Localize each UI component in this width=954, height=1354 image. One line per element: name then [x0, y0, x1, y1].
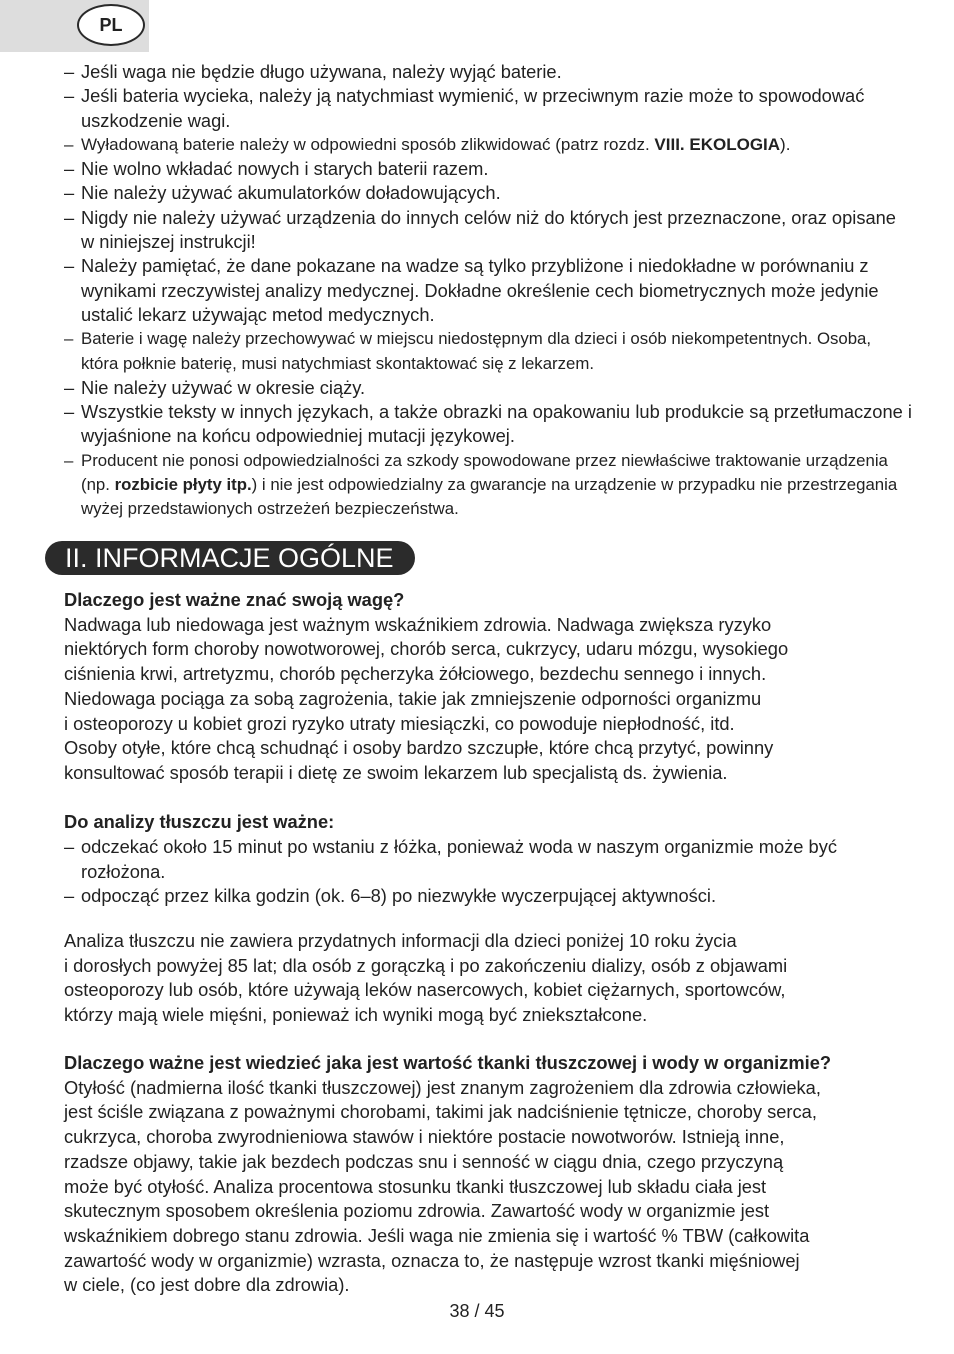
item-text: Jeśli waga nie będzie długo używana, należy wyjąć baterie.	[81, 61, 562, 82]
item-text: ).	[780, 134, 791, 154]
list-item	[64, 254, 912, 327]
text-line: konsultować sposób terapii i dietę ze swoim lekarzem lub specjalistą ds. żywienia.	[64, 761, 728, 783]
paragraph-gap	[64, 786, 914, 811]
dash-glyph: –	[64, 85, 75, 107]
dash-glyph: –	[64, 836, 75, 858]
chapter-reference: VIII. EKOLOGIA	[654, 134, 781, 154]
text-line: osteoporozy lub osób, które używają leków nasercowych, kobiet ciężarnych, sportowców,	[64, 979, 786, 1001]
text-line: Otyłość (nadmierna ilość tkanki tłuszczowej) jest znanym zagrożeniem dla zdrowia człowieka,	[64, 1076, 821, 1098]
text-line: Osoby otyłe, które chcą schudnąć i osoby bardzo szczupłe, które chcą przytyć, powinny	[64, 737, 774, 759]
item-text: Producent nie ponosi odpowiedzialności za szkody spowodowane przez niewłaściwe traktowanie urządzenia (np.	[81, 450, 888, 495]
dash-glyph: –	[64, 255, 75, 277]
text-line: cukrzyca, choroba zwyrodnieniowa stawów i niektóre postacie nowotworów. Istnieją inne,	[64, 1126, 785, 1148]
item-text: Wyładowaną baterie należy w odpowiedni sposób zlikwidować (patrz rozdz.	[81, 134, 655, 154]
page-number: 38 / 45	[449, 1301, 505, 1321]
dash-glyph: –	[64, 206, 75, 228]
item-text: Baterie i wagę należy przechowywać w miejscu niedostępnym dla dzieci i osób niekompetentnych. Osoba, która połknie baterię, musi natychmiast skontaktować się z lekarzem.	[81, 329, 872, 373]
text-line: jest ściśle związana z poważnymi chorobami, takimi jak nadciśnienie tętnicze, choroby serca,	[64, 1101, 817, 1123]
dash-glyph: –	[64, 61, 75, 82]
text-line: niektórych form choroby nowotworowej, chorób serca, cukrzycy, udaru mózgu, wysokiego	[64, 638, 789, 660]
text-line: ciśnienia krwi, artretyzmu, chorób pęcherzyka żółciowego, bezdechu sennego i innych.	[64, 663, 767, 685]
dash-glyph: –	[64, 158, 75, 180]
item-text: Nigdy nie należy używać urządzenia do innych celów niż do których jest przeznaczone, oraz opisane w niniejszej instrukcji!	[81, 206, 896, 253]
list-item	[64, 327, 912, 376]
list-item	[64, 376, 912, 400]
warnings-list	[64, 60, 912, 522]
list-item	[64, 157, 912, 181]
item-text: odpocząć przez kilka godzin (ok. 6–8) po niezwykłe wyczerpującej aktywności.	[81, 885, 717, 907]
dash-glyph: –	[64, 376, 75, 398]
list-item	[64, 449, 912, 522]
fat-analysis-list	[64, 835, 914, 909]
section-title: II. INFORMACJE OGÓLNE	[45, 541, 415, 575]
item-text: Nie należy używać akumulatorków doładowujących.	[81, 182, 501, 204]
list-item	[64, 60, 912, 84]
language-tab	[0, 0, 149, 52]
list-item	[64, 84, 912, 133]
text-line: i dorosłych powyżej 85 lat; dla osób z gorączką i po zakończeniu dializy, osób z objawami	[64, 954, 788, 976]
block-heading: Dlaczego ważne jest wiedzieć jaka jest wartość tkanki tłuszczowej i wody w organizmie?	[64, 1052, 832, 1073]
text-line: może być otyłość. Analiza procentowa stosunku tkanki tłuszczowej lub składu ciała jest	[64, 1175, 767, 1197]
item-text: Nie należy używać w okresie ciąży.	[81, 376, 366, 398]
list-item	[64, 206, 912, 255]
dash-glyph: –	[64, 450, 74, 470]
text-line: skutecznym sposobem określenia poziomu zdrowia. Zawartość wody w organizmie jest	[64, 1200, 770, 1222]
item-text: odczekać około 15 minut po wstaniu z łóżka, ponieważ woda w naszym organizmie może być rozłożona.	[81, 836, 837, 882]
dash-glyph: –	[64, 885, 75, 907]
text-line: Analiza tłuszczu nie zawiera przydatnych informacji dla dzieci poniżej 10 roku życia	[64, 930, 737, 951]
item-text: Należy pamiętać, że dane pokazane na wadze są tylko przybliżone i niedokładne w porównaniu z wynikami rzeczywistej analizy medycznej. Dokładne określenie cech biometrycznych może jedynie ustalić lekarz używając metod medycznych.	[81, 255, 879, 325]
item-text: Jeśli bateria wycieka, należy ją natychmiast wymienić, w przeciwnym razie może to spowodować uszkodzenie wagi.	[81, 85, 865, 131]
list-item	[64, 884, 914, 909]
text-line: wskaźnikiem dobrego stanu zdrowia. Jeśli waga nie zmienia się i wartość % TBW (całkowita	[64, 1224, 810, 1246]
fat-water-block	[64, 1051, 914, 1298]
text-line: zawartość wody w organizmie) wzrasta, oznacza to, że następuje wzrost tkanki mięśniowej	[64, 1249, 800, 1271]
list-item	[64, 835, 914, 884]
why-weight-block	[64, 588, 914, 909]
language-badge: PL	[77, 4, 145, 46]
block-heading: Dlaczego jest ważne znać swoją wagę?	[64, 589, 405, 610]
text-line: Niedowaga pociąga za sobą zagrożenia, takie jak zmniejszenie odporności organizmu	[64, 687, 762, 709]
item-text: Wszystkie teksty w innych językach, a także obrazki na opakowaniu lub produkcie są przetłumaczone i wyjaśnione na końcu odpowiedniej mutacji językowej.	[81, 401, 912, 447]
list-item	[64, 400, 912, 449]
text-line: którzy mają wiele mięśni, ponieważ ich wyniki mogą być zniekształcone.	[64, 1004, 648, 1026]
text-line: i osteoporozy u kobiet grozi ryzyko utraty miesiączki, co powoduje niepłodność, itd.	[64, 712, 735, 734]
item-text: Nie wolno wkładać nowych i starych baterii razem.	[81, 158, 489, 180]
list-item	[64, 133, 912, 157]
dash-glyph: –	[64, 401, 75, 423]
dash-glyph: –	[64, 182, 75, 204]
emphasis-text: rozbicie płyty itp.	[114, 475, 252, 495]
text-line: Nadwaga lub niedowaga jest ważnym wskaźnikiem zdrowia. Nadwaga zwiększa ryzyko	[64, 613, 772, 635]
block-heading: Do analizy tłuszczu jest ważne:	[64, 811, 335, 833]
text-line: w ciele, (co jest dobre dla zdrowia).	[64, 1274, 350, 1296]
fat-analysis-limits-block	[64, 929, 914, 1028]
item-text: ) i nie jest odpowiedzialny za gwarancje na urządzenie w przypadku nie przestrzegania wyżej przedstawionych ostrzeżeń bezpieczeństwa.	[81, 475, 898, 519]
list-item	[64, 181, 912, 205]
warnings-section	[64, 60, 912, 522]
text-line: rzadsze objawy, takie jak bezdech podczas snu i senność w ciągu dnia, czego przyczyną	[64, 1150, 784, 1172]
dash-glyph: –	[64, 329, 74, 349]
dash-glyph: –	[64, 134, 74, 154]
